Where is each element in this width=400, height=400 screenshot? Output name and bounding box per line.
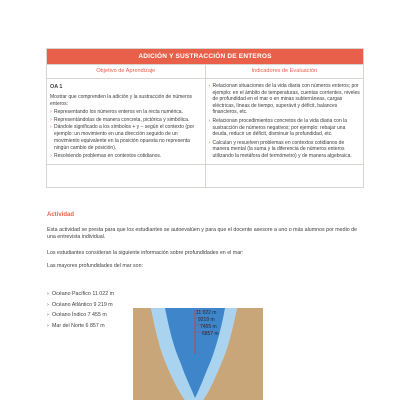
indicator-item: › Relacionan situaciones de la vida diaria con números enteros; por ejemplo: en el ámbito de temperaturas, cuentas corrientes, niveles de profundidad en el mar o en minas subterráneas, cargas eléctricas, líneas de tiempo, superávit y déficit, balances financieros, etc.	[209, 83, 361, 116]
oa-code: OA 1	[50, 84, 63, 90]
oa-intro: Mostrar que comprenden la adición y la sustracción de números enteros:	[50, 94, 193, 107]
ocean-trench-illustration	[133, 308, 263, 400]
objective-cell	[47, 79, 206, 165]
oa-item: › Dándole significado a los símbolos + y – según el contexto (por ejemplo: un movimiento en una dirección seguido de un movimiento equivalente en la posición opuesta no representa ningún cambio de posición).	[50, 124, 201, 152]
empty-cell-left	[47, 165, 206, 188]
depth-label: 11 022 m	[196, 310, 217, 316]
list-item: › Océano Atlántico 9 219 m	[47, 300, 114, 311]
depth-list	[47, 289, 114, 331]
activity-paragraph-2: Los estudiantes consideran la siguiente información sobre profundidades en el mar:	[47, 250, 244, 256]
indicator-item: › Relacionan procedimientos concretos de la vida diaria con la sustracción de números negativos; por ejemplo: rebajar una deuda, reducir un déficit, disminuir la profundidad, etc.	[209, 118, 361, 138]
activity-paragraph-1: Esta actividad se presta para que los estudiantes se autoevalúen y para que el docente asesore a uno o más alumnos por medio de una entrevista individual.	[47, 227, 358, 241]
curriculum-table	[46, 48, 364, 188]
indicators-cell	[205, 79, 364, 165]
depth-label: 9219 m	[198, 317, 215, 323]
column-header-indicators: Indicadores de Evaluación	[205, 65, 364, 79]
depth-label: 6857 m	[202, 331, 219, 337]
activity-title: Actividad	[47, 212, 75, 218]
list-item: › Mar del Norte 6 857 m	[47, 321, 114, 332]
depth-label: 7455 m	[200, 324, 217, 330]
oa-item: › Representándolas de manera concreta, pictórica y simbólica.	[50, 117, 201, 124]
indicator-item: › Calculan y resuelven problemas en contextos cotidianos de manera mental (la suma y la diferencia de números enteros utilizando la metáfora del termómetro) y de manera algebraica.	[209, 140, 361, 160]
list-item: › Océano Índico 7 455 m	[47, 310, 114, 321]
oa-item: › Representando los números enteros en la recta numérica.	[50, 109, 201, 116]
empty-cell-right	[205, 165, 364, 188]
column-header-objective: Objetivo de Aprendizaje	[47, 65, 206, 79]
table-title: ADICIÓN Y SUSTRACCIÓN DE ENTEROS	[47, 49, 364, 65]
oa-item: › Resolviendo problemas en contextos cotidianos.	[50, 153, 201, 160]
activity-paragraph-3: Las mayores profundidades del mar son:	[47, 263, 143, 269]
list-item: › Océano Pacífico 11 022 m	[47, 289, 114, 300]
